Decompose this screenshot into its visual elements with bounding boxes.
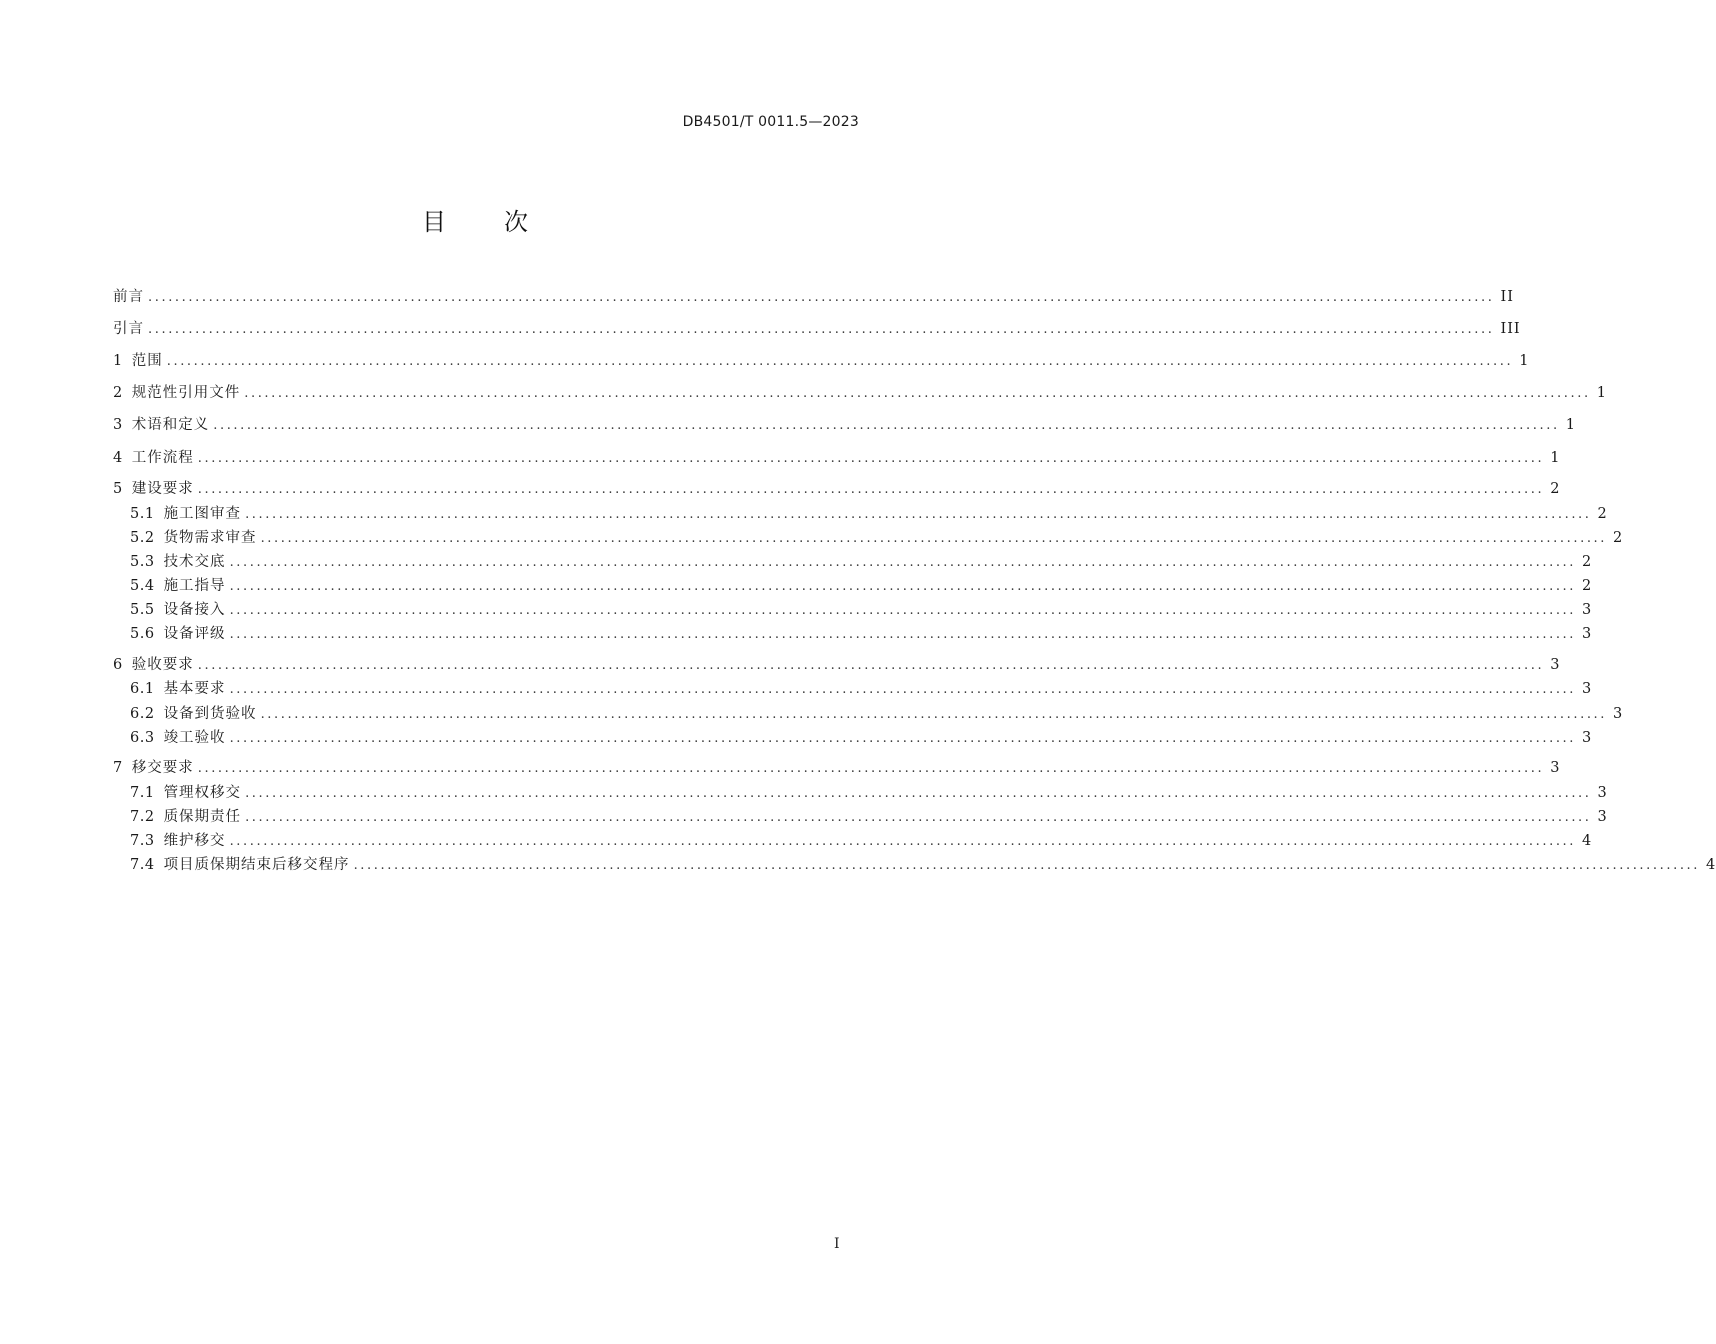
toc-entry-number: 5.6 xyxy=(130,626,155,642)
toc-entry-label: 设备接入 xyxy=(163,602,226,618)
toc-dot-leader: ........................................................................................................................................................................................................ xyxy=(260,531,1608,546)
toc-entry[interactable] xyxy=(113,350,1530,372)
toc-entry-label: 设备到货验收 xyxy=(163,706,257,722)
toc-dot-leader: ........................................................................................................................................................................................................ xyxy=(229,555,1577,570)
toc-entry-page: 3 xyxy=(1582,681,1593,697)
toc-dot-leader: ........................................................................................................................................................................................................ xyxy=(229,731,1577,746)
toc-entry-page: 2 xyxy=(1582,554,1593,570)
toc-entry-number: 7.1 xyxy=(130,785,155,801)
toc-entry-label: 术语和定义 xyxy=(131,417,210,433)
toc-entry-label: 建设要求 xyxy=(131,481,194,497)
toc-dot-leader: ........................................................................................................................................................................................................ xyxy=(148,322,1495,337)
toc-entry[interactable] xyxy=(130,551,1593,573)
toc-dot-leader: ........................................................................................................................................................................................................ xyxy=(229,834,1577,849)
toc-entry-number: 6.1 xyxy=(130,681,155,697)
toc-dot-leader: ........................................................................................................................................................................................................ xyxy=(229,627,1577,642)
toc-entry-number: 4 xyxy=(113,450,123,466)
toc-entry-number: 1 xyxy=(113,353,123,369)
toc-entry-label: 基本要求 xyxy=(163,681,226,697)
toc-dot-leader: ........................................................................................................................................................................................................ xyxy=(197,658,1545,673)
page-number: I xyxy=(834,1236,840,1252)
toc-dot-leader: ........................................................................................................................................................................................................ xyxy=(229,579,1577,594)
toc-entry-page: 2 xyxy=(1582,578,1593,594)
toc-entry-page: 3 xyxy=(1550,760,1561,776)
toc-entry[interactable] xyxy=(130,727,1593,749)
toc-entry[interactable] xyxy=(130,678,1593,700)
toc-entry-label: 范围 xyxy=(131,353,163,369)
toc-entry[interactable] xyxy=(130,854,1716,876)
toc-entry-page: 4 xyxy=(1706,857,1716,873)
toc-entry-label: 技术交底 xyxy=(163,554,226,570)
toc-entry-page: 3 xyxy=(1597,785,1608,801)
toc-dot-leader: ........................................................................................................................................................................................................ xyxy=(260,707,1608,722)
toc-entry[interactable] xyxy=(113,654,1561,676)
toc-entry[interactable] xyxy=(113,382,1607,404)
toc-dot-leader: ........................................................................................................................................................................................................ xyxy=(245,810,1592,825)
toc-dot-leader: ........................................................................................................................................................................................................ xyxy=(245,507,1592,522)
toc-entry-label: 移交要求 xyxy=(131,760,194,776)
toc-entry[interactable] xyxy=(130,703,1624,725)
toc-entry-label: 项目质保期结束后移交程序 xyxy=(163,857,350,873)
toc-entry[interactable] xyxy=(113,318,1521,340)
toc-entry[interactable] xyxy=(113,478,1561,500)
toc-entry-page: 1 xyxy=(1519,353,1530,369)
toc-title: 目次 xyxy=(422,208,586,236)
toc-dot-leader: ........................................................................................................................................................................................................ xyxy=(229,603,1577,618)
toc-entry-number: 5.3 xyxy=(130,554,155,570)
toc-dot-leader: ........................................................................................................................................................................................................ xyxy=(148,290,1495,305)
toc-entry-page: 3 xyxy=(1582,602,1593,618)
toc-entry-page: 3 xyxy=(1550,657,1561,673)
toc-entry-number: 7.2 xyxy=(130,809,155,825)
toc-entry-label: 设备评级 xyxy=(163,626,226,642)
toc-entry-page: 3 xyxy=(1582,730,1593,746)
toc-entry-label: 引言 xyxy=(113,321,144,337)
toc-entry-page: 4 xyxy=(1582,833,1593,849)
toc-entry[interactable] xyxy=(130,830,1593,852)
toc-entry-label: 前言 xyxy=(113,289,144,305)
toc-entry-number: 5 xyxy=(113,481,123,497)
toc-entry-page: 3 xyxy=(1597,809,1608,825)
toc-entry-page: 3 xyxy=(1613,706,1624,722)
toc-entry[interactable] xyxy=(130,575,1593,597)
toc-entry-label: 施工指导 xyxy=(163,578,226,594)
toc-entry-label: 维护移交 xyxy=(163,833,226,849)
toc-entry-number: 6.2 xyxy=(130,706,155,722)
toc-entry-number: 7.3 xyxy=(130,833,155,849)
toc-entry-number: 7.4 xyxy=(130,857,155,873)
toc-entry-label: 竣工验收 xyxy=(163,730,226,746)
toc-entry-label: 质保期责任 xyxy=(163,809,242,825)
toc-entry-number: 6 xyxy=(113,657,123,673)
toc-dot-leader: ........................................................................................................................................................................................................ xyxy=(244,386,1591,401)
toc-dot-leader: ........................................................................................................................................................................................................ xyxy=(229,682,1577,697)
toc-entry[interactable] xyxy=(130,806,1608,828)
toc-entry-number: 5.2 xyxy=(130,530,155,546)
toc-entry[interactable] xyxy=(113,447,1561,469)
toc-entry-page: III xyxy=(1500,321,1521,337)
toc-entry-label: 工作流程 xyxy=(131,450,194,466)
toc-entry[interactable] xyxy=(130,527,1624,549)
toc-entry-page: II xyxy=(1500,289,1514,305)
toc-entry-number: 5.4 xyxy=(130,578,155,594)
toc-dot-leader: ........................................................................................................................................................................................................ xyxy=(197,761,1545,776)
toc-entry-label: 施工图审查 xyxy=(163,506,242,522)
toc-dot-leader: ........................................................................................................................................................................................................ xyxy=(197,482,1545,497)
toc-entry-label: 货物需求审查 xyxy=(163,530,257,546)
toc-entry-number: 7 xyxy=(113,760,123,776)
document-code: DB4501/T 0011.5—2023 xyxy=(682,114,859,130)
toc-entry-label: 规范性引用文件 xyxy=(131,385,241,401)
toc-entry-number: 3 xyxy=(113,417,123,433)
toc-dot-leader: ........................................................................................................................................................................................................ xyxy=(197,451,1545,466)
toc-entry[interactable] xyxy=(130,623,1593,645)
toc-dot-leader: ........................................................................................................................................................................................................ xyxy=(213,418,1560,433)
toc-dot-leader: ........................................................................................................................................................................................................ xyxy=(245,786,1592,801)
toc-entry-number: 2 xyxy=(113,385,123,401)
toc-entry-page: 2 xyxy=(1613,530,1624,546)
toc-entry-number: 5.1 xyxy=(130,506,155,522)
toc-entry-label: 管理权移交 xyxy=(163,785,242,801)
toc-dot-leader: ........................................................................................................................................................................................................ xyxy=(166,354,1514,369)
toc-entry[interactable] xyxy=(113,414,1576,436)
toc-entry-number: 5.5 xyxy=(130,602,155,618)
toc-entry[interactable] xyxy=(130,503,1608,525)
toc-entry[interactable] xyxy=(113,286,1514,308)
toc-entry-number: 6.3 xyxy=(130,730,155,746)
toc-dot-leader: ........................................................................................................................................................................................................ xyxy=(353,858,1701,873)
toc-entry-page: 3 xyxy=(1582,626,1593,642)
toc-entry-page: 1 xyxy=(1596,385,1607,401)
toc-entry-page: 2 xyxy=(1597,506,1608,522)
toc-entry-page: 1 xyxy=(1565,417,1576,433)
toc-entry[interactable] xyxy=(130,599,1593,621)
toc-entry-page: 2 xyxy=(1550,481,1561,497)
toc-entry-label: 验收要求 xyxy=(131,657,194,673)
toc-entry-page: 1 xyxy=(1550,450,1561,466)
toc-entry[interactable] xyxy=(113,757,1561,779)
toc-entry[interactable] xyxy=(130,782,1608,804)
